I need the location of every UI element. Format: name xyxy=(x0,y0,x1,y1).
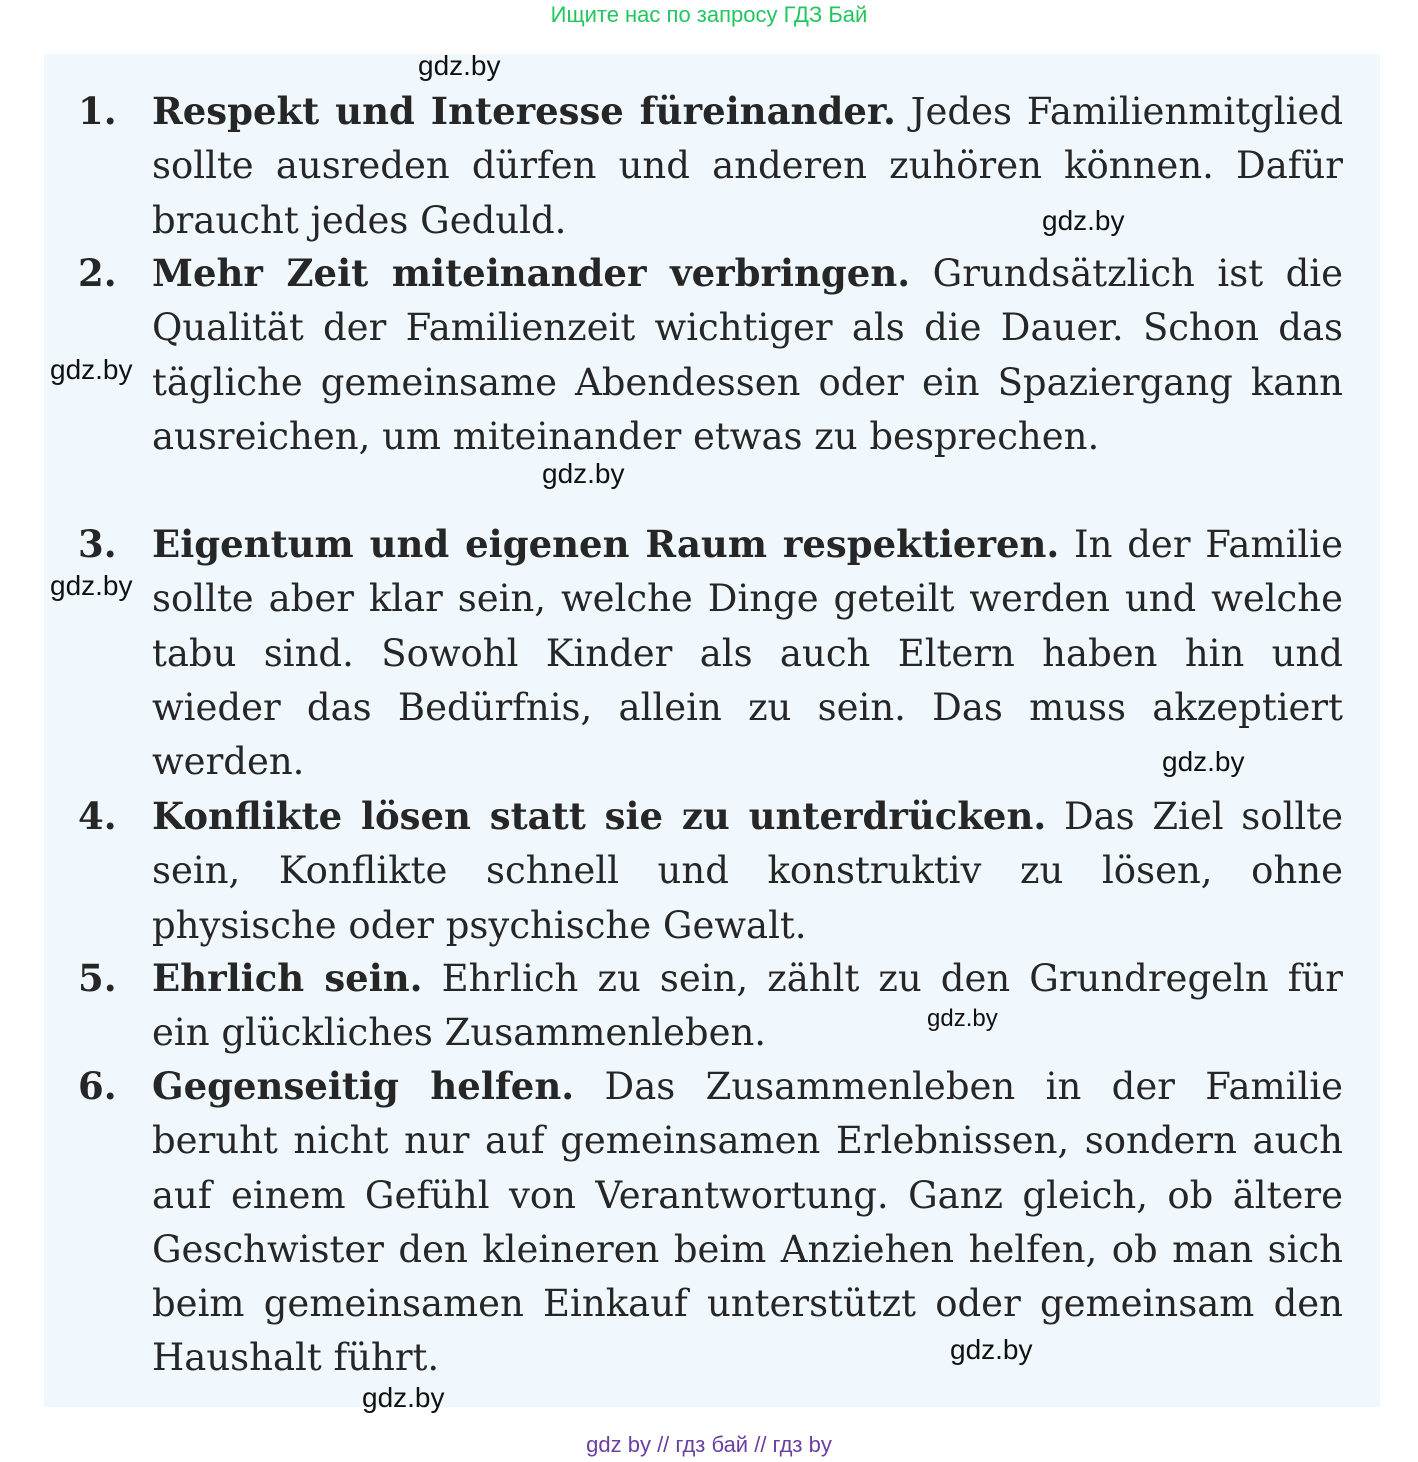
rule-title: Konflikte lösen statt sie zu unterdrücken. xyxy=(152,794,1047,838)
watermark: gdz.by xyxy=(50,570,133,601)
rule-number: 3. xyxy=(78,522,117,566)
rule-title: Mehr Zeit miteinander verbringen. xyxy=(152,251,911,295)
rule-number: 6. xyxy=(78,1064,117,1108)
rule-number: 5. xyxy=(78,956,117,1000)
watermark: gdz.by xyxy=(927,1005,998,1032)
rule-item-2 xyxy=(78,246,1343,464)
rule-title: Gegenseitig helfen. xyxy=(152,1064,575,1108)
rule-item-6 xyxy=(78,1059,1343,1386)
rule-text: Grundsätzlich ist die Qualität der Familienzeit wichtiger als die Dauer. Schon das tägliche gemeinsame Abendessen oder ein Spaziergang kann ausreichen, um miteinander etwas zu besprechen. xyxy=(152,252,1344,458)
footer-links: gdz by // гдз бай // гдз by xyxy=(586,1432,832,1457)
rule-item-3 xyxy=(78,517,1343,789)
watermark: gdz.by xyxy=(1042,205,1125,236)
rule-number: 4. xyxy=(78,794,117,838)
rule-text: In der Familie sollte aber klar sein, welche Dinge geteilt werden und welche tabu sind. Sowohl Kinder als auch Eltern haben hin und wieder das Bedürfnis, allein zu sein. Das muss akzeptiert werden. xyxy=(152,523,1343,784)
rule-number: 2. xyxy=(78,251,117,295)
rule-item-5 xyxy=(78,951,1343,1061)
watermark: gdz.by xyxy=(362,1382,445,1413)
top-banner: Ищите нас по запросу ГДЗ Бай xyxy=(550,2,868,27)
rule-title: Ehrlich sein. xyxy=(152,956,423,1000)
rule-text: Das Ziel sollte sein, Konflikte schnell und konstruktiv zu lösen, ohne physische oder psychische Gewalt. xyxy=(152,795,1343,947)
rule-item-4 xyxy=(78,789,1343,953)
rule-title: Respekt und Interesse füreinander. xyxy=(152,89,896,133)
watermark: gdz.by xyxy=(950,1334,1033,1365)
rule-text: Jedes Familienmitglied sollte ausreden dürfen und anderen zuhören können. Dafür braucht jedes Geduld. xyxy=(152,90,1344,242)
watermark: gdz.by xyxy=(542,458,625,489)
rule-item-1 xyxy=(78,84,1343,248)
watermark: gdz.by xyxy=(50,354,133,385)
watermark: gdz.by xyxy=(418,50,501,81)
rule-number: 1. xyxy=(78,89,117,133)
rule-text: Ehrlich zu sein, zählt zu den Grundregeln für ein glückliches Zusammenleben. xyxy=(152,957,1343,1055)
rule-text: Das Zusammenleben in der Familie beruht nicht nur auf gemeinsamen Erlebnissen, sondern auch auf einem Gefühl von Verantwortung. Ganz gleich, ob ältere Geschwister den kleineren beim Anziehen helfen, ob man sich beim gemeinsamen Einkauf unterstützt oder gemeinsam den Haushalt führt. xyxy=(152,1065,1344,1380)
watermark: gdz.by xyxy=(1162,746,1245,777)
rule-title: Eigentum und eigenen Raum respektieren. xyxy=(152,522,1060,566)
